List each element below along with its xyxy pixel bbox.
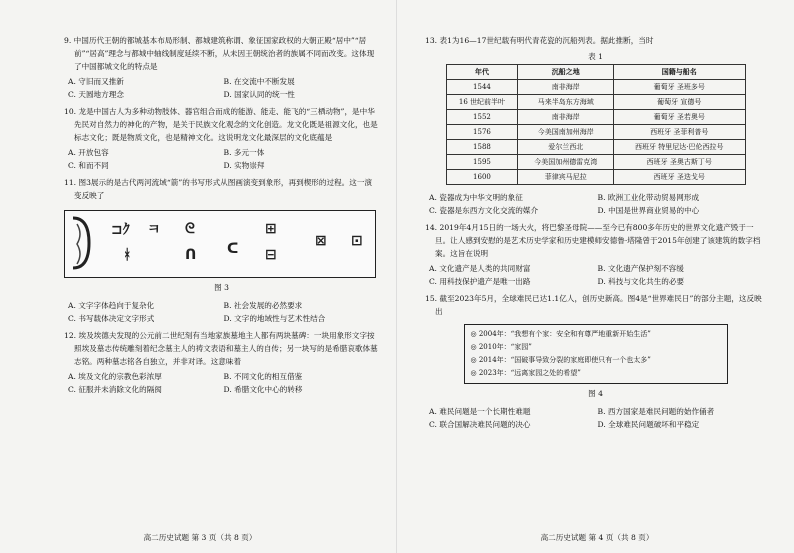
table-cell: 菲律宾马尼拉 (518, 170, 614, 185)
option: B. 多元一体 (223, 148, 265, 157)
question-11: 11. 图3展示的是古代两河流域“箭”的书写形式从图画演变到象形，再到楔形的过程。这一演变反映了 (64, 178, 373, 200)
table-cell: 西班牙 圣菲利普号 (614, 125, 745, 140)
question-10: 10. 龙是中国古人为多种动物肢体、器官组合而成的能游、能走、能飞的“三栖动物”，是中华先民对自然力的神化的产物，是关于民族文化观念的文化创造。龙文化既是祖源文化，也是标志文化；既是物质文化，也是精神文化。这说明龙文化最深层的文化底蕴是 (64, 107, 378, 142)
table-cell: 南非海岸 (518, 110, 614, 125)
option: A. 瓷器成为中华文明的象征 (429, 193, 523, 202)
option: B. 文化遗产保护刻不容缓 (597, 264, 684, 273)
glyph-icon: ⊐ｸ (111, 222, 130, 238)
column-header: 年代 (446, 65, 518, 80)
table-row (446, 170, 745, 185)
table-cell: 1544 (446, 80, 518, 95)
table-row (446, 95, 745, 110)
option: D. 希腊文化中心的转移 (223, 385, 303, 394)
table-cell: 1588 (446, 140, 518, 155)
option: A. 埃及文化的宗教色彩浓厚 (68, 372, 162, 381)
option: C. 瓷器是东西方文化交流的媒介 (429, 206, 539, 215)
question-9-options (68, 75, 379, 101)
page-footer: 高二历史试题 第 4 页（共 8 页） (540, 533, 654, 542)
table-row (446, 80, 745, 95)
option: C. 和而不同 (68, 161, 109, 170)
question-10-options (68, 146, 379, 172)
option: C. 联合国解决难民问题的决心 (429, 420, 531, 429)
glyph-icon: ᘓ (185, 221, 195, 237)
box-line: ◎ 2014年：“国破事导致分裂的家庭即使只有一个也太多” (470, 356, 651, 364)
option: C. 用科技保护遗产是唯一出路 (429, 277, 531, 286)
table-cell: 西班牙 特里尼达·巴伦西拉号 (614, 140, 745, 155)
question-13: 13. 表1为16—17世纪载有明代青花瓷的沉船列表。据此推断，当时 (425, 36, 654, 45)
table-1-title: 表 1 (588, 52, 603, 61)
option: D. 文字的地域性与艺术性结合 (223, 314, 326, 323)
glyph-icon: ᚼ (123, 247, 132, 263)
option: A. 开放包容 (68, 148, 109, 157)
question-14-options (429, 262, 766, 288)
glyph-icon: ⊠ (315, 233, 327, 249)
option: D. 国家认同的统一性 (223, 90, 295, 99)
option: A. 守旧而又推新 (68, 77, 124, 86)
figure-3-caption: 图 3 (214, 283, 229, 292)
question-14: 14. 2019年4月15日的一场大火，将巴黎圣母院——至今已有800多年历史的世界文化遗产毁于一旦。让人感到安慰的是艺术历史学家和历史建模师安德鲁·塔隆曾于2015年创建了该建筑的数字档案。这旨在说明 (425, 223, 761, 258)
shipwreck-table (446, 64, 746, 185)
option: B. 不同文化的相互借鉴 (223, 372, 303, 381)
glyph-icon: ⊡ (351, 233, 363, 249)
option: D. 科技与文化共生的必要 (597, 277, 685, 286)
box-line: ◎ 2010年：“家园” (470, 343, 532, 351)
table-cell: 爱尔兰西北 (518, 140, 614, 155)
glyph-icon: ㅋ (147, 222, 161, 238)
option: A. 难民问题是一个长期性难题 (429, 407, 531, 416)
glyph-icon: ⊞ (265, 221, 277, 237)
table-cell: 葡萄牙 圣若奥号 (614, 110, 745, 125)
option: D. 全球难民问题破坏和平稳定 (597, 420, 700, 429)
table-cell: 1552 (446, 110, 518, 125)
glyph-icon: ᑕ (227, 241, 239, 257)
table-cell: 1600 (446, 170, 518, 185)
option: A. 文化遗产是人类的共同财富 (429, 264, 531, 273)
option: C. 征服并未消除文化的隔阂 (68, 385, 162, 394)
table-cell: 南非海岸 (518, 80, 614, 95)
box-line: ◎ 2004年：“我想有个家：安全和有尊严地重新开始生活” (470, 330, 651, 338)
option: D. 中国是世界商业贸易的中心 (597, 206, 700, 215)
table-cell: 西班牙 圣迭戈号 (614, 170, 745, 185)
table-cell: 马来半岛东方海域 (518, 95, 614, 110)
option: B. 西方国家是难民问题的始作俑者 (597, 407, 715, 416)
table-cell: 1595 (446, 155, 518, 170)
box-line: ◎ 2023年：“远离家园之处的希望” (470, 369, 581, 377)
question-11-options (68, 299, 379, 325)
figure-3-arrow-glyphs (64, 210, 376, 278)
glyph-icon: ⊟ (265, 247, 277, 263)
figure-4-box (464, 324, 728, 384)
table-cell: 葡萄牙 宣德号 (614, 95, 745, 110)
question-12: 12. 埃及埃德夫发现的公元前二世纪刻有当地家族墓地主人都有两块墓碑：一块用象形文字按照埃及墓志传统雕刻着纪念墓主人的祷文表语和墓主人的自传；另一块写的是希腊哀歌体墓志铭。两种墓志铭各自独立，并非对译。这意味着 (64, 331, 378, 366)
table-cell: 西班牙 圣奥古斯丁号 (614, 155, 745, 170)
column-header: 国籍与船名 (614, 65, 745, 80)
page-footer: 高二历史试题 第 3 页（共 8 页） (143, 533, 257, 542)
table-row (446, 155, 745, 170)
question-15-options (429, 405, 766, 431)
table-cell: 今美国南加州海岸 (518, 125, 614, 140)
option: C. 书写载体决定文字形式 (68, 314, 155, 323)
question-15: 15. 截至2023年5月，全球难民已达1.1亿人，创历史新高。图4是“世界难民日”的部分主题，这反映出 (425, 294, 762, 316)
option: A. 文字字体趋向于复杂化 (68, 301, 155, 310)
question-9: 9. 中国历代王朝的都城基本布局形制、都城建筑称谓、象征国家政权的大朝正殿“居中”“居前”“居高”理念与都城中轴线制度延续不断，从未因王朝统治者的族属不同而改变。这体现了中国都城文化的特点是 (64, 36, 375, 71)
figure-4-caption: 图 4 (588, 389, 603, 398)
table-cell: 今美国加州德雷克湾 (518, 155, 614, 170)
option: D. 实物崇拜 (223, 161, 265, 170)
glyph-icon: ᑎ (185, 247, 197, 263)
option: B. 欧洲工业化带动贸易网形成 (597, 193, 700, 202)
table-cell: 葡萄牙 圣班多号 (614, 80, 745, 95)
option: C. 天圆地方理念 (68, 90, 124, 99)
option: B. 社会发展的必然要求 (223, 301, 303, 310)
table-cell: 16 世纪前半叶 (446, 95, 518, 110)
pictograph-arrow-icon (69, 214, 91, 272)
option: B. 在交流中不断发展 (223, 77, 295, 86)
column-header: 沉船之地 (518, 65, 614, 80)
table-row (446, 110, 745, 125)
table-cell: 1576 (446, 125, 518, 140)
right-page (397, 0, 794, 553)
question-13-options (429, 191, 766, 217)
table-row (446, 140, 745, 155)
question-12-options (68, 370, 379, 396)
table-row (446, 125, 745, 140)
